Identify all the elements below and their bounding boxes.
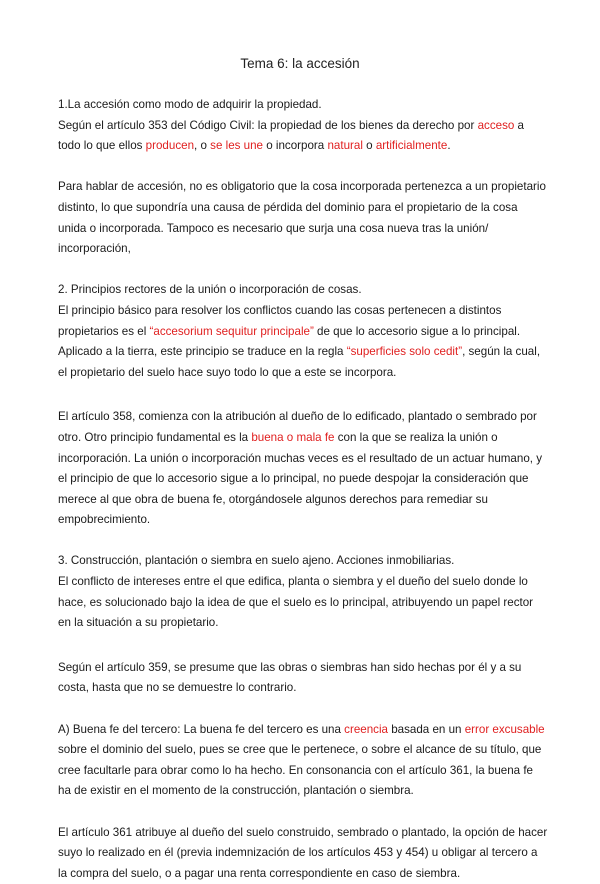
text-run: . — [447, 139, 451, 153]
text-run: o — [362, 139, 376, 153]
spacer — [58, 531, 548, 552]
highlight-acceso: acceso — [477, 118, 515, 132]
section-1-heading: 1.La accesión como modo de adquirir la propiedad. — [58, 98, 322, 111]
section-2-paragraph-1 — [58, 301, 548, 383]
spacer — [58, 260, 548, 281]
section-1-paragraph-2: Para hablar de accesión, no es obligatorio que la cosa incorporada pertenezca a un propietario distinto, lo que supondría una causa de pérdida del dominio para el propietario de la cosa unida o incorporada. Tampoco es necesario que surja una cosa nueva tras la unión/ incorporación, — [58, 180, 546, 256]
text-run: o incorpora — [263, 139, 328, 153]
section-3-paragraph-4: El artículo 361 atribuye al dueño del suelo construido, sembrado o plantado, la opción de hacer suyo lo realizado en él (previa indemnización de los artículos 453 y 454) u obligar al tercero a la compra del suelo, o a pagar una renta correspondiente en caso de siembra. — [58, 825, 548, 880]
highlight-artificialmente: artificialmente — [375, 139, 448, 153]
text-run: basada en un — [388, 722, 465, 736]
highlight-creencia: creencia — [344, 722, 388, 736]
section-3-paragraph-3 — [58, 720, 548, 802]
spacer — [58, 383, 548, 407]
section-3-paragraph-1: El conflicto de intereses entre el que edifica, planta o siembra y el dueño del suelo donde lo hace, es solucionado bajo la idea de que el suelo es lo principal, atribuyendo un papel rector en la situación a su propietario. — [58, 575, 534, 630]
highlight-se-les-une: se les une — [210, 139, 264, 153]
highlight-error-excusable: error excusable — [464, 722, 545, 736]
section-2-heading: 2. Principios rectores de la unión o incorporación de cosas. — [58, 283, 362, 297]
spacer — [58, 699, 548, 720]
text-run: El principio básico para resolver los conflictos cuando las cosas pertenecen a distintos propietarios es el — [58, 303, 502, 338]
highlight-buena-mala-fe: buena o mala fe — [251, 430, 335, 444]
text-run: , según la cual, el propietario del suelo hace suyo todo lo que a este se incorpora. — [58, 345, 541, 379]
spacer — [58, 634, 548, 658]
section-2-paragraph-2 — [58, 407, 548, 531]
text-run: Según el artículo 353 del Código Civil: la propiedad de los bienes da derecho por — [58, 118, 478, 132]
section-3-paragraph-2: Según el artículo 359, se presume que las obras o siembras han sido hechas por él y a su costa, hasta que no se demuestre lo contrario. — [58, 660, 522, 695]
text-run: con la que se realiza la unión o incorporación. La unión o incorporación muchas veces es el resultado de un actuar humano, y el principio de que lo accesorio sigue a lo principal, no puede despojar la consideración que merece al que obra de buena fe, otorgándosele algunos derechos para remediar su empobrecimiento. — [58, 430, 543, 527]
spacer — [58, 802, 548, 823]
highlight-producen: producen — [145, 139, 195, 153]
highlight-superficies: “superficies solo cedit” — [346, 345, 463, 359]
spacer — [58, 157, 548, 178]
section-3-heading: 3. Construcción, plantación o siembra en suelo ajeno. Acciones inmobiliarias. — [58, 554, 455, 568]
highlight-accesorium: “accesorium sequitur principale” — [149, 324, 314, 338]
text-run: El artículo 358, comienza con la atribución al dueño de lo edificado, plantado o sembrado por otro. Otro principio fundamental es la — [58, 410, 537, 444]
highlight-natural: natural — [327, 139, 363, 153]
section-1-paragraph-1 — [58, 116, 548, 157]
text-run: , o — [194, 139, 211, 153]
text-run: a todo lo que ellos — [58, 118, 524, 153]
page-title: Tema 6: la accesión — [240, 56, 360, 71]
text-run: A) Buena fe del tercero: La buena fe del tercero es una — [58, 722, 345, 736]
text-run: de que lo accesorio sigue a lo principal. Aplicado a la tierra, este principio se traduce en la regla — [58, 324, 521, 359]
document-body — [58, 95, 548, 884]
text-run: sobre el dominio del suelo, pues se cree que le pertenece, o sobre el alcance de su título, que cree facultarle para obrar como lo ha hecho. En consonancia con el artículo 361, la buena fe ha de existir en el momento de la construcción, plantación o siembra. — [58, 743, 542, 798]
